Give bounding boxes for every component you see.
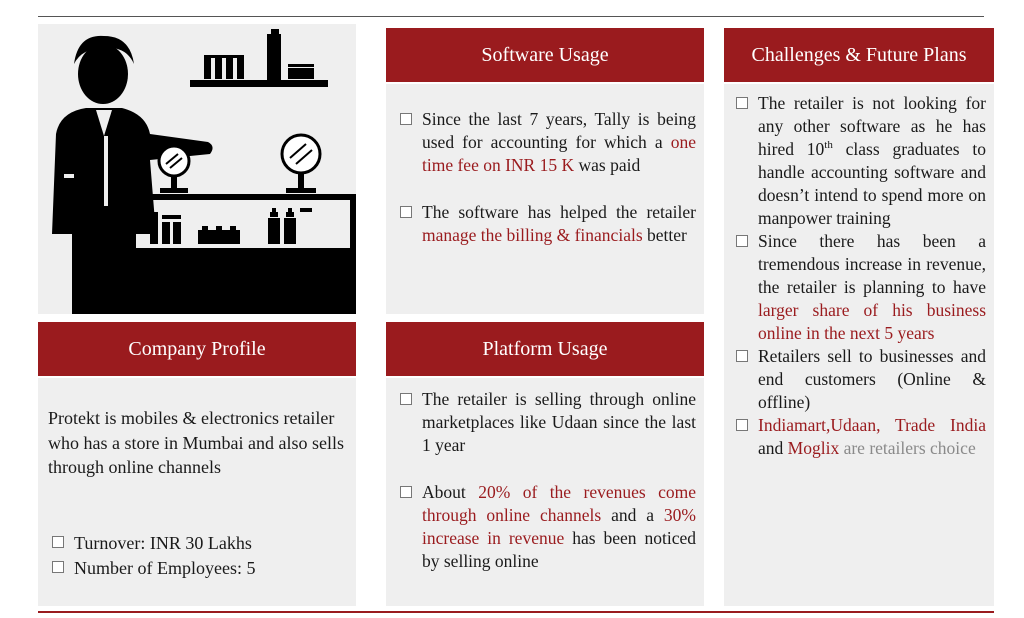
list-item: About 20% of the revenues come through online channels and a 30% increase in revenue has been noticed by selling online [396, 481, 696, 573]
bullet-box-icon [52, 536, 64, 548]
bullet-box-icon [736, 235, 748, 247]
platform-usage-panel [386, 378, 704, 606]
software-usage-header [386, 28, 704, 82]
company-profile-title: Company Profile [128, 337, 266, 360]
top-rule [38, 16, 984, 17]
list-item: The software has helped the retailer manage the billing & financials better [396, 201, 696, 247]
software-usage-panel [386, 84, 704, 314]
challenges-panel [724, 84, 994, 606]
platform-usage-header [386, 322, 704, 376]
list-item: Turnover: INR 30 Lakhs [48, 531, 348, 556]
list-item: The retailer is not looking for any other software as he has hired 10th class graduates to handle accounting software and doesn’t intend to spend more on manpower training [732, 92, 986, 230]
company-profile-panel [38, 378, 356, 606]
company-profile-header [38, 322, 356, 376]
bullet-box-icon [52, 561, 64, 573]
challenges-list [732, 92, 986, 460]
list-item: The retailer is selling through online marketplaces like Udaan since the last 1 year [396, 388, 696, 457]
software-usage-title: Software Usage [481, 43, 609, 66]
list-item: Retailers sell to businesses and end customers (Online & offline) [732, 345, 986, 414]
bullet-box-icon [400, 113, 412, 125]
company-description: Protekt is mobiles & electronics retailer who has a store in Mumbai and also sells through online channels [48, 408, 344, 477]
bullet-box-icon [400, 393, 412, 405]
list-item: Number of Employees: 5 [48, 556, 348, 581]
challenges-header [724, 28, 994, 82]
retailer-store-icon [38, 24, 356, 314]
bullet-box-icon [400, 486, 412, 498]
platform-usage-list [396, 388, 696, 573]
list-item: Since the last 7 years, Tally is being used for accounting for which a one time fee on INR 15 K was paid [396, 108, 696, 177]
challenges-title: Challenges & Future Plans [751, 43, 967, 66]
bullet-box-icon [736, 97, 748, 109]
list-item: Indiamart,Udaan, Trade India and Moglix are retailers choice [732, 414, 986, 460]
platform-usage-title: Platform Usage [482, 337, 608, 360]
list-item: Since there has been a tremendous increase in revenue, the retailer is planning to have larger share of his business online in the next 5 years [732, 230, 986, 345]
software-usage-list [396, 108, 696, 247]
bullet-box-icon [736, 350, 748, 362]
company-facts-list [48, 531, 348, 580]
bottom-rule [38, 611, 994, 613]
bullet-box-icon [736, 419, 748, 431]
illustration-panel [38, 24, 356, 314]
bullet-box-icon [400, 206, 412, 218]
